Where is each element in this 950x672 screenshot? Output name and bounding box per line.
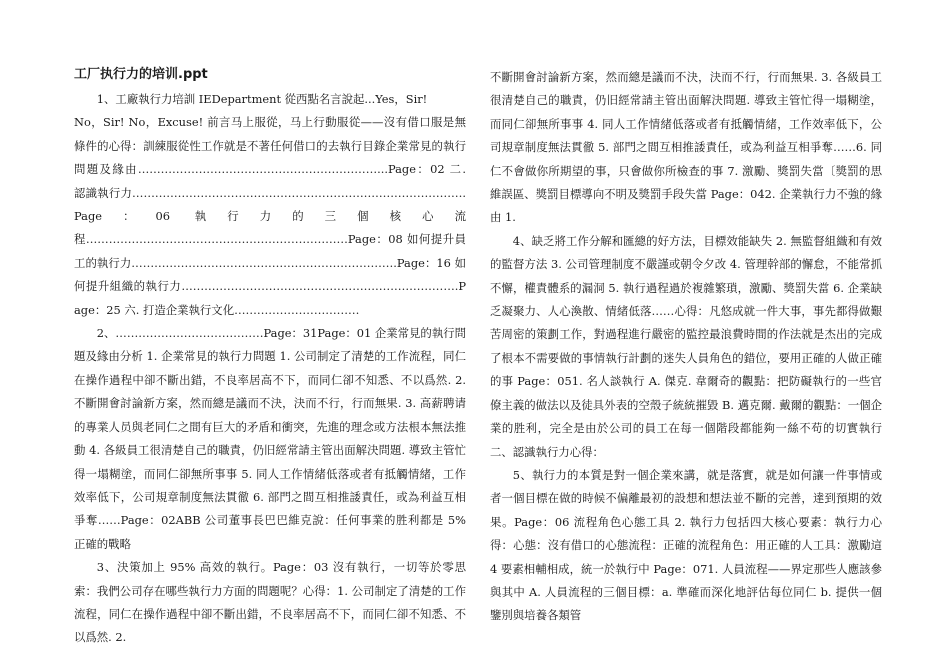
paragraph-right-2: 4、缺乏將工作分解和匯總的好方法，目標效能缺失 2. 無監督組織和有效的監督方法 3. 公司管理制度不嚴謹或朝令夕改 4. 管理幹部的懈怠，不能常抓不懈，權責體系的漏洞 5. 執行過程過於複雜繁瑣，激勵、獎罰失當 6. 企業缺乏凝聚力、人心渙散、情緒低落……心得：凡悠成就一件大事，事先都得做艱苦周密的策劃工作，對過程進行嚴密的監控最浪費時間的作法就是杰出的完成了根本不需要做的事情執行計劃的迷失人員角色的錯位，要用正確的人做正確的事 Page：051. 名人談執行 A. 傑克. 韋爾奇的觀點：把防礙執行的一些官僚主義的做法以及徒具外表的空殼子統統摧毀 B. 邁克爾. 戴爾的觀點：一個企業的胜利，完全是由於公司的員工在每一個階段都能夠一絲不苟的切實執行二、認識執行力心得： [490,233,882,459]
document-title: 工厂执行力的培训.ppt [74,67,208,82]
paragraph-left-4: 3、決策加上 95% 高效的執行。Page：03 沒有執行，一切等於零思索：我們公司存在哪些執行力方面的問題呢？心得：1. 公司制定了清楚的工作流程，同仁在操作過程中卻不斷出錯，不良率居高不下，而同仁卻不知悉、不以爲然. 2. [74,560,466,645]
paragraph-left-3: 2、…………………………………Page：31Page：01 企業常見的執行問題及緣由分析 1. 企業常見的執行力問題 1. 公司制定了清楚的工作流程，同仁在操作過程中卻不斷出錯，不良率居高不下，而同仁卻不知悉、不以爲然. 2. 不斷開會討論新方案，然而總是議而不決，決而不行，行而無果. 3. 高薪聘请的專業人员與老同仁之間有巨大的矛盾和衝突，先進的理念或方法根本無法推動 4. 各級員工很清楚自己的職責，仍旧經常請主管出面解決問題. 導致主管忙得一塌糊塗，而同仁卻無所事事 5. 同人工作情緒低落或者有抵觸情緒，工作效率低下，公司規章制度無法貫徹 6. 部門之間互相推諉責任，或為利益互相爭奪……Page：02ABB 公司董事長巴巴維克說：任何事業的胜利都是 5% 正確的戰略 [74,326,466,551]
paragraph-left-1: 1、工廠執行力培訓 IEDepartment 從西點名言說起...Yes，Sir! [96,92,428,106]
paragraph-left-2: No，Sir! No，Excuse! 前言马上服從，马上行動服從——沒有借口服是無條件的心得：訓練服從性工作就是不著任何借口的去執行目錄企業常見的執行問題及緣由………………………………………………………...Page：02 二. 認識執行力…………………………………………………………………………….Page：06 執行力的三個核心流程……………………………………………………………Page：08 如何提升員工的執行力…………………………………………………………….Page：16 如何提升組織的執行力……………………………………………………………….Page：25 六. 打造企業執行文化…………………………… [74,115,466,317]
paragraph-right-1: 不斷開會討論新方案，然而總是議而不決，決而不行，行而無果. 3. 各級員工很清楚自己的職責，仍旧經常請主管出面解決問題. 導致主管忙得一塌糊塗，而同仁卻無所事事 4. 同人工作情緒低落或者有抵觸情緒，工作效率低下，公司規章制度無法貫徹 5. 部門之間互相推諉責任，或為利益互相爭奪……6. 同仁不會做你所期望的事，只會做你所檢查的事 7. 激勵、獎罰失當〔獎罰的思維誤區、獎罰目標導向不明及獎罰手段失當 Page：042. 企業執行力不強的緣由 1. [490,70,882,225]
left-column [74,58,466,650]
right-column [490,66,882,628]
paragraph-right-3: 5、執行力的本質是對一個企業來講，就是落實，就是如何讓一件事情或者一個目標在做的時候不偏離最初的設想和想法並不斷的完善，達到預期的效果。Page：06 流程角色心態工具 2. 執行力包括四大核心要素：執行力心得：心態：沒有借口的心態流程：正確的流程角色：用正確的人工具：激勵這 4 要素相輔相成，統一於執行中 Page：071. 人員流程——界定那些人應該參與其中 A. 人員流程的三個目標：a. 準確而深化地評估每位同仁 b. 提供一個鑒別與培養各類管 [490,467,882,623]
